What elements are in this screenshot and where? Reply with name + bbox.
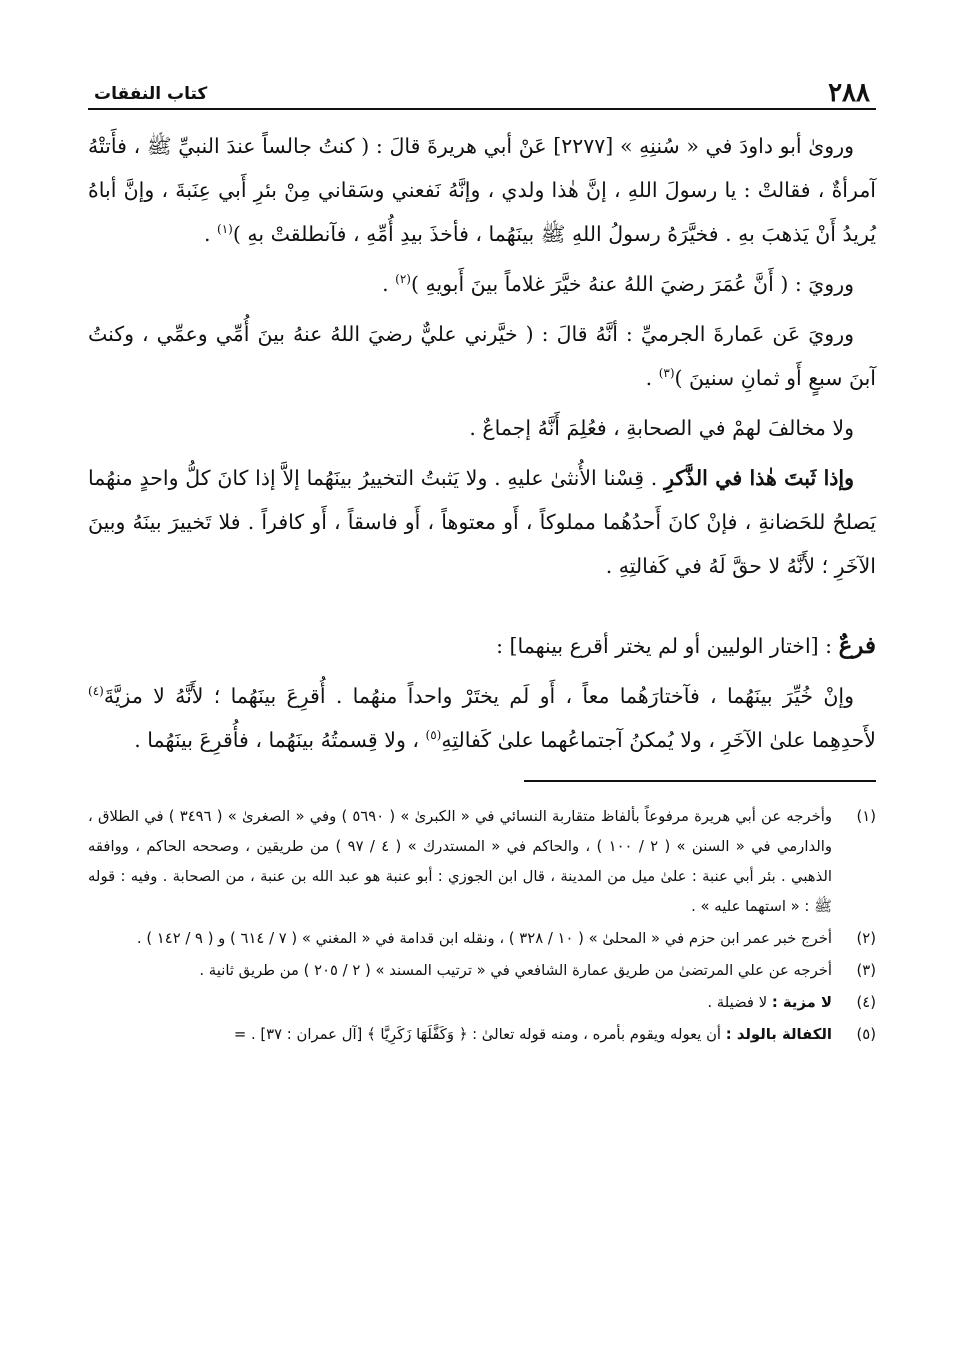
- footnote-term: الكفالة بالولد :: [725, 1026, 832, 1043]
- header-rule: [88, 108, 876, 110]
- footnote-number: (١): [856, 808, 876, 825]
- paragraph-text: ورويَ عَن عَمارةَ الجرميِّ : أنَّهُ قالَ : ( خيَّرني عليٌّ رضيَ اللهُ عنهُ بينَ أُمِّي وعمِّي ، وكنتُ آبنَ سبعٍ أَو ثمانِ سنينَ ): [88, 322, 876, 390]
- paragraph-text: لأَحدِهِما علىٰ الآخَرِ ، ولا يُمكنُ آجتماعُهما علىٰ كَفالتِهِ: [441, 728, 876, 752]
- footnotes: [88, 802, 876, 1050]
- footnote-number: (٤): [856, 994, 876, 1011]
- footnote-text: أخرجه عن علي المرتضىٰ من طريق عمارة الشافعي في « ترتيب المسند » ( ٢ / ٢٠٥ ) من طريق ثانية .: [199, 962, 832, 979]
- footnote-ref[interactable]: (٢): [395, 272, 411, 287]
- book-page: [88, 70, 876, 1052]
- paragraph-umar: ورويَ : ( أَنَّ عُمَرَ رضيَ اللهُ عنهُ خيَّرَ غلاماً بينَ أَبويهِ )$^{(٢)}$ .: [382, 272, 854, 296]
- page-number: ٢٨٨: [828, 78, 870, 108]
- footnote-term: لا مزية :: [771, 994, 832, 1011]
- footnote: [88, 802, 876, 922]
- paragraph-text: . قِسْنا الأُنثىٰ عليهِ . ولا يَثبتُ التخييرُ بينَهُما إلاَّ إذا كانَ كلُّ واحدٍ منهُما يَصلحُ للحَضانةِ ، فإنْ كانَ أَحدُهُما مملوكاً ، أَو معتوهاً ، أَو فاسقاً ، أَو كافراً . فلا تَخييرَ بينَهُ وبينَ الآخَرِ ؛ لأَنَّهُ لا حقَّ لَهُ في كَفالتِهِ .: [88, 466, 876, 578]
- footnote-text: أخرج خبر عمر ابن حزم في « المحلىٰ » ( ١٠ / ٣٢٨ ) ، ونقله ابن قدامة في « المغني » ( ٧ / ٦١٤ ) و ( ٩ / ١٤٢ ) .: [136, 930, 832, 947]
- footnote-separator: [524, 780, 876, 782]
- paragraph-text: وإنْ خُيِّرَ بينَهُما ، فآختارَهُما معاً ، أَو لَم يختَرْ واحداً منهُما . أُقرِعَ بينَهُما ؛ لأَنَّهُ لا مزيَّةَ: [103, 684, 854, 708]
- section-title: : [اختار الوليين أو لم يختر أقرع بينهما] :: [496, 634, 839, 658]
- paragraph-text: ولا مخالفَ لهمْ في الصحابةِ ، فعُلِمَ أَنَّهُ إجماعٌ .: [469, 416, 854, 440]
- paragraph-text: ورويَ : ( أَنَّ عُمَرَ رضيَ اللهُ عنهُ خيَّرَ غلاماً بينَ أَبويهِ ): [410, 272, 854, 296]
- footnote-text: لا مزية : لا فضيلة .: [707, 994, 832, 1011]
- footnote: [88, 924, 876, 954]
- paragraph-abu-dawud: ورویٰ أبو داودَ في « سُننِهِ » [٢٢٧٧] عَنْ أبي هريرةَ قالَ : ( كنتُ جالساً عندَ النبيِّ ﷺ ، فأَتتْهُ آمرأةٌ ، فقالتْ : يا رسولَ اللهِ ، إنَّ هٰذا ولدي ، وإنَّهُ نَفعني وسَقاني مِنْ بئرِ أَبي عِنَبةَ ، وإنَّ أباهُ يُريدُ أَنْ يَذهبَ بهِ . فخيَّرَهُ رسولُ اللهِ ﷺ بينَهُما ، فأخذَ بيدِ أُمِّهِ ، فآنطلقتْ بهِ )$^{(١)}$ .: [88, 134, 876, 246]
- footnote-ref[interactable]: (١): [217, 222, 233, 237]
- paragraph-ijma: [88, 406, 876, 450]
- paragraph-lottery: [88, 674, 876, 762]
- paragraph-lead: وإذا ثَبتَ هٰذا في الذَّكرِ: [664, 466, 854, 490]
- footnote-ref[interactable]: (٤): [88, 684, 104, 699]
- footnote-text: الكفالة بالولد : أن يعوله ويقوم بأمره ، ومنه قوله تعالىٰ : ﴿ وَكَفَّلَهَا زَكَرِيَّا ﴾ [آل عمران : ٣٧] . =: [233, 1026, 832, 1043]
- footnote-ref[interactable]: (٣): [658, 366, 675, 381]
- section-heading: [88, 624, 876, 668]
- footnote: [88, 988, 876, 1018]
- page-header: [88, 70, 876, 108]
- paragraph-text: ، ولا قِسمتُهُ بينَهُما ، فأُقرِعَ بينَهُما .: [134, 728, 426, 752]
- footnote-ref[interactable]: (٥): [425, 728, 442, 743]
- footnote-number: (٥): [856, 1026, 876, 1043]
- running-title: كتاب النفقات: [94, 84, 208, 104]
- footnote-number: (٣): [856, 962, 876, 979]
- paragraph-text: ورویٰ أبو داودَ في « سُننِهِ » [٢٢٧٧] عَنْ أبي هريرةَ قالَ : ( كنتُ جالساً عندَ النبيِّ ﷺ ، فأَتتْهُ آمرأةٌ ، فقالتْ : يا رسولَ اللهِ ، إنَّ هٰذا ولدي ، وإنَّهُ نَفعني وسَقاني مِنْ بئرِ أَبي عِنَبةَ ، وإنَّ أباهُ يُريدُ أَنْ يَذهبَ بهِ . فخيَّرَهُ رسولُ اللهِ ﷺ بينَهُما ، فأخذَ بيدِ أُمِّهِ ، فآنطلقتْ بهِ ): [88, 134, 876, 246]
- footnote-text: وأخرجه عن أبي هريرة مرفوعاً بألفاظ متقاربة النسائي في « الكبرىٰ » ( ٥٦٩٠ ) وفي « الصغرىٰ » ( ٣٤٩٦ ) في الطلاق ، والدارمي في « السنن » ( ٢ / ١٠٠ ) ، والحاكم في « المستدرك » ( ٤ / ٩٧ ) من طريقين ، وصححه الحاكم ، ووافقه الذهبي . بئر أبي عنبة : علىٰ ميل من المدينة ، قال ابن الجوزي : أبو عنبة هو عبد الله بن عنبة ، من الصحابة . وفيه : قوله ﷺ : « استهما عليه » .: [88, 808, 832, 915]
- paragraph-umara: ورويَ عَن عَمارةَ الجرميِّ : أنَّهُ قالَ : ( خيَّرني عليٌّ رضيَ اللهُ عنهُ بينَ أُمِّي وعمِّي ، وكنتُ آبنَ سبعٍ أَو ثمانِ سنينَ )$^{(٣)}$ .: [88, 322, 876, 390]
- section-label: فرعٌ: [838, 632, 876, 659]
- footnote: [88, 1020, 876, 1050]
- paragraph-female: [88, 456, 876, 588]
- footnote: [88, 956, 876, 986]
- footnote-number: (٢): [856, 930, 876, 947]
